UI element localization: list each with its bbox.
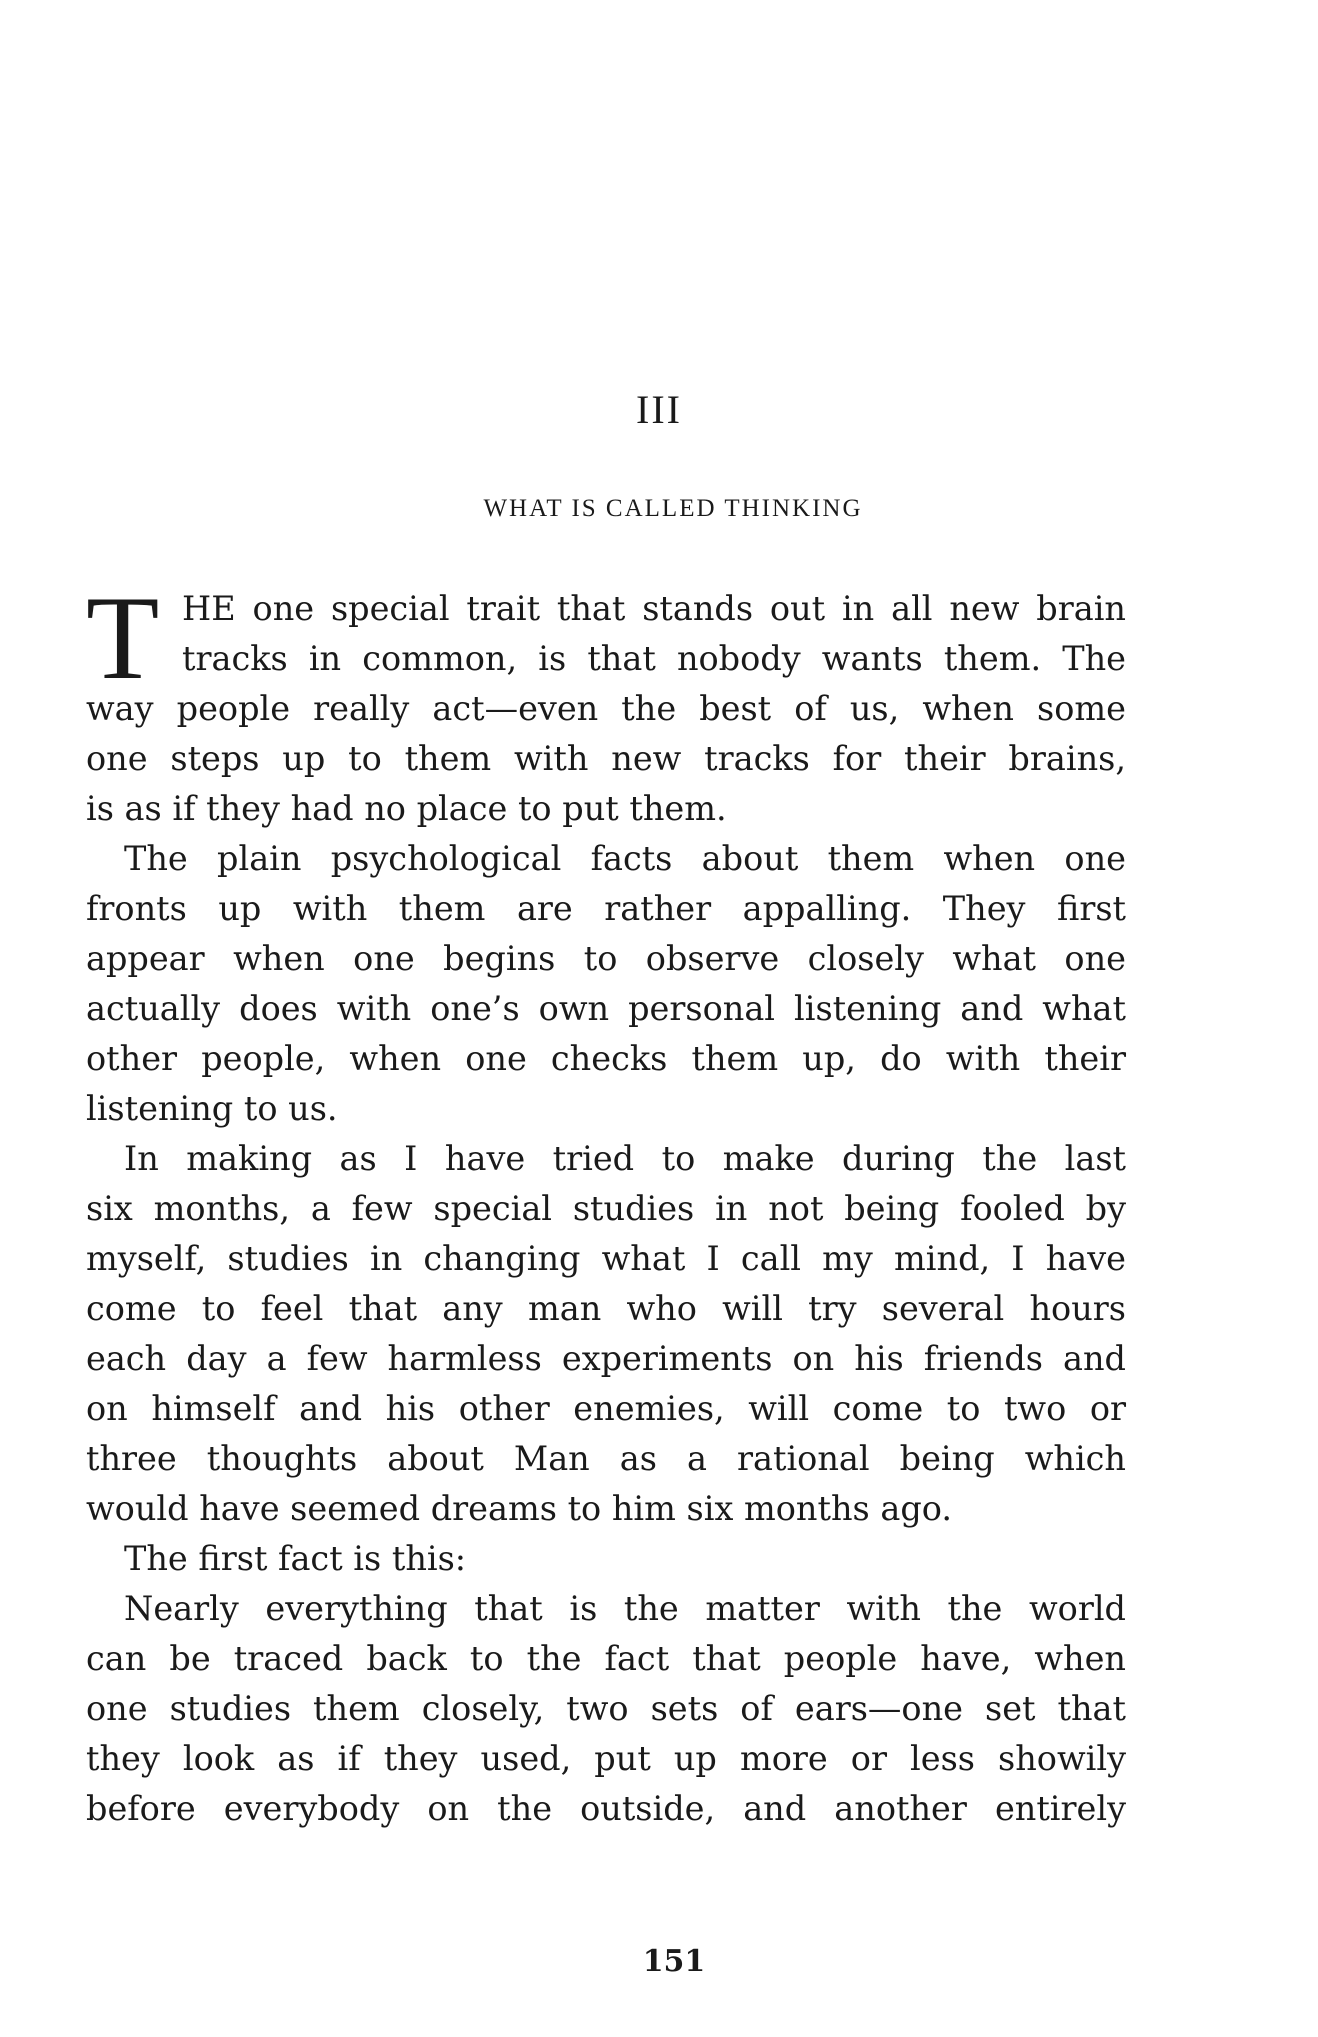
text-line: HE one special trait that stands out in all new brain bbox=[182, 589, 1126, 628]
text-line: fronts up with them are rather appalling. They first bbox=[86, 889, 1126, 928]
text-line: The first fact is this: bbox=[124, 1539, 467, 1578]
text-line: on himself and his other enemies, will come to two or bbox=[86, 1389, 1126, 1428]
body-text bbox=[86, 571, 1126, 1834]
text-line: one studies them closely, two sets of ears—one set that bbox=[86, 1689, 1126, 1728]
text-line: Nearly everything that is the matter with the world bbox=[124, 1589, 1126, 1628]
text-line: six months, a few special studies in not being fooled by bbox=[86, 1189, 1126, 1228]
text-line: tracks in common, is that nobody wants them. The bbox=[182, 639, 1126, 678]
text-line: way people really act—even the best of us, when some bbox=[86, 689, 1126, 728]
text-line: one steps up to them with new tracks for their brains, bbox=[86, 739, 1126, 778]
text-line: In making as I have tried to make during the last bbox=[124, 1139, 1126, 1178]
text-line: come to feel that any man who will try several hours bbox=[86, 1289, 1126, 1328]
text-line: appear when one begins to observe closely what one bbox=[86, 939, 1126, 978]
text-line: The plain psychological facts about them when one bbox=[124, 839, 1126, 878]
text-line: other people, when one checks them up, do with their bbox=[86, 1039, 1126, 1078]
chapter-number: III bbox=[636, 387, 682, 432]
text-line: actually does with one’s own personal listening and what bbox=[86, 989, 1126, 1028]
chapter-title: WHAT IS CALLED THINKING bbox=[483, 495, 863, 522]
text-line: three thoughts about Man as a rational being which bbox=[86, 1439, 1126, 1478]
text-line: they look as if they used, put up more or less showily bbox=[86, 1739, 1126, 1778]
page-number: 151 bbox=[642, 1944, 706, 1979]
text-line: listening to us. bbox=[86, 1089, 338, 1128]
text-line: myself, studies in changing what I call my mind, I have bbox=[86, 1239, 1126, 1278]
text-line: each day a few harmless experiments on his friends and bbox=[86, 1339, 1126, 1378]
text-line: would have seemed dreams to him six months ago. bbox=[86, 1489, 953, 1528]
text-line: before everybody on the outside, and another entirely bbox=[86, 1789, 1126, 1828]
drop-cap: T bbox=[86, 571, 160, 704]
text-line: is as if they had no place to put them. bbox=[86, 789, 727, 828]
text-line: can be traced back to the fact that people have, when bbox=[86, 1639, 1126, 1678]
